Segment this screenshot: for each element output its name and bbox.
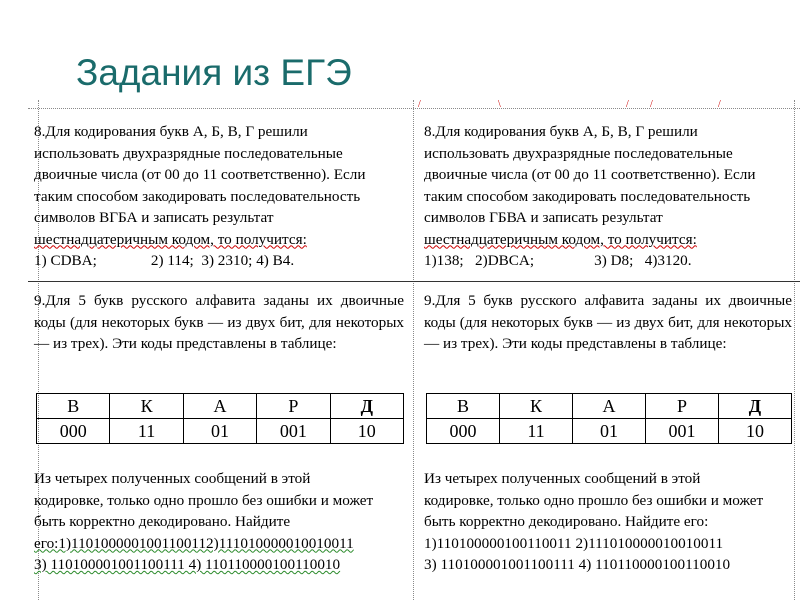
scan-mark: \ [498,100,501,110]
table-cell: 11 [500,419,573,444]
task8-right-line: 8.Для кодирования букв А, Б, В, Г решили [424,123,698,140]
table-cell: Р [646,394,719,419]
page-title: Задания из ЕГЭ [76,52,352,93]
task9-right-line: 3) 110100001001100111 4) 110110000100110010 [424,556,731,573]
task8-right-answers [424,250,792,272]
table-cell: Д [330,394,403,419]
scan-mark: / [418,100,421,110]
task9-left-line: его:1)1101000001001100112)111010000010010011 [34,534,354,552]
task9-left-line: Из четырех полученных сообщений в этой [34,470,311,487]
answer-option: 1)138; [424,252,464,269]
table-cell: К [110,394,183,419]
scan-mark: / [650,100,653,110]
code-table-left [36,393,404,444]
table-cell: 10 [330,419,403,444]
task9-right-body [424,468,794,576]
table-cell: Д [719,394,792,419]
task8-left-line: шестнадцатеричным кодом, то получится: [34,230,307,248]
task8-right-line: использовать двухразрядные последовательные [424,144,733,162]
task8-right-line: шестнадцатеричным кодом, то получится: [424,230,697,248]
table-cell: В [427,394,500,419]
answer-option: 3) D8; [594,252,634,269]
table-cell: А [183,394,256,419]
task8-right-line: символов ГБВА и записать результат [424,209,663,226]
table-cell: 000 [37,419,110,444]
table-cell: 001 [257,419,330,444]
column-divider [413,100,414,600]
task9-right-line: кодировке, только одно прошло без ошибки и может [424,491,764,509]
table-cell: Р [257,394,330,419]
table-cell: 01 [183,419,256,444]
table-row [427,419,792,444]
answer-option: 2) 114; [150,252,194,269]
table-row [37,394,404,419]
worksheet-scan [28,100,800,600]
task9-left-line: кодировке, только одно прошло без ошибки и может [34,491,374,509]
task8-left-answers [34,250,406,272]
scan-mark: / [718,100,721,110]
answer-option: 1) CDBA; [34,252,97,269]
answer-option: 3) 2310; [201,252,253,269]
scan-mark: / [626,100,629,110]
table-cell: В [37,394,110,419]
task9-right-line: 1)110100000100110011 2)111010000010010011 [424,534,724,552]
task8-left-line: 8.Для кодирования букв А, Б, В, Г решили [34,123,308,140]
answer-option: 4) B4. [256,252,295,269]
task8-right-line: таким способом закодировать последовательность [424,187,751,205]
task8-left-line: символов ВГБА и записать результат [34,209,274,226]
task9-left-line: быть корректно декодировано. Найдите [34,513,291,530]
table-cell: К [500,394,573,419]
task8-left [34,121,406,272]
task9-right-line: Из четырех полученных сообщений в этой [424,470,701,487]
task9-left-intro: 9.Для 5 букв русского алфавита заданы их двоичные коды (для некоторых букв — из двух бит, для некоторых — из трех). Эти коды представлены в таблице: [34,292,404,352]
task8-left-line: таким способом закодировать последовательность [34,187,361,205]
right-margin-line [794,100,795,600]
table-cell: А [573,394,646,419]
task9-left-body [34,468,408,576]
top-divider [28,108,800,109]
task8-right-line: двоичные числа (от 00 до 11 соответственно). Если [424,166,756,183]
task8-left-line: двоичные числа (от 00 до 11 соответственно). Если [34,166,366,183]
table-row [37,419,404,444]
table-cell: 01 [573,419,646,444]
row-divider [28,281,800,282]
task9-left-line: 3) 110100001001100111 4) 110110000100110010 [34,556,341,573]
answer-option: 2)DBCA; [475,252,535,269]
answer-option: 4)3120. [644,252,692,269]
table-cell: 001 [646,419,719,444]
task9-right-intro: 9.Для 5 букв русского алфавита заданы их двоичные коды (для некоторых букв — из двух бит, для некоторых — из трех). Эти коды представлены в таблице: [424,292,792,352]
table-cell: 11 [110,419,183,444]
table-cell: 10 [719,419,792,444]
table-row [427,394,792,419]
code-table-right [426,393,792,444]
task8-right [424,121,792,272]
table-cell: 000 [427,419,500,444]
task9-right-line: быть корректно декодировано. Найдите его: [424,513,709,530]
task8-left-line: использовать двухразрядные последовательные [34,144,343,162]
